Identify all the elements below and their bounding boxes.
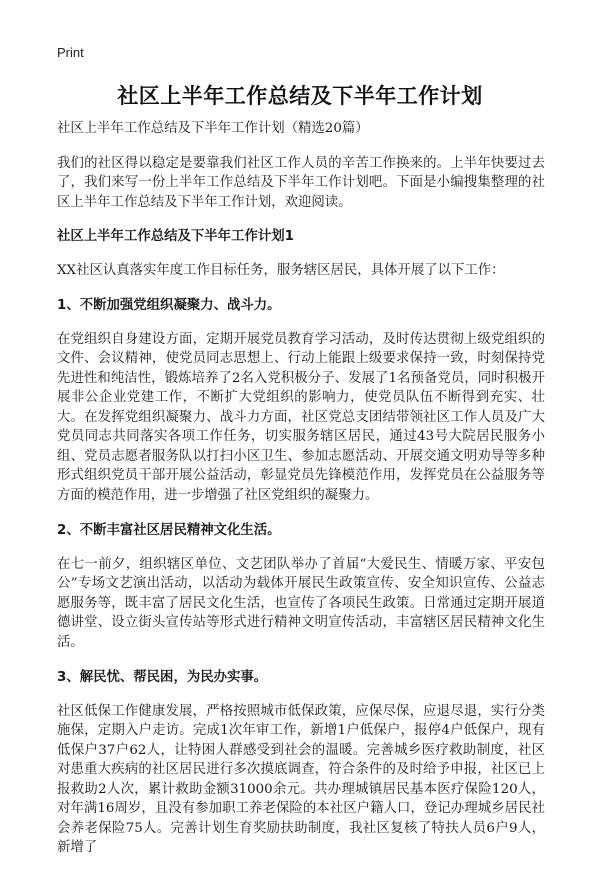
- item-body-1: 在党组织自身建设方面，定期开展党员教育学习活动，及时传达贯彻上级党组织的文件、会议精神，使党员同志思想上、行动上能跟上级要求保持一致，时刻保持党先进性和纯洁性，锻炼培养了2名入党积极分子、发展了1名预备党员，同时积极开展非公企业党建工作，不断扩大党组织的影响力，使党员队伍不断得到充实、壮大。在发挥党组织凝聚力、战斗力方面，社区党总支团结带领社区工作人员及广大党员同志共同落实各项工作任务，切实服务辖区居民，通过43号大院居民服务小组、党员志愿者服务队以打扫小区卫生、参加志愿活动、开展交通文明劝导等多种形式组织党员干部开展公益活动，彰显党员先锋模范作用，发挥党员在公益服务等方面的模范作用，进一步增强了社区党组织的凝聚力。: [57, 331, 545, 503]
- document-content: [57, 119, 545, 874]
- section-heading: 社区上半年工作总结及下半年工作计划1: [57, 229, 294, 244]
- document-title: 社区上半年工作总结及下半年工作计划: [117, 84, 483, 108]
- section-lead-paragraph: XX社区认真落实年度工作目标任务，服务辖区居民，具体开展了以下工作：: [57, 262, 505, 278]
- print-link[interactable]: Print: [57, 45, 84, 60]
- item-body-2: 在七一前夕，组织辖区单位、文艺团队举办了首届“大爱民生、情暖万家、平安包公”专场文艺演出活动，以活动为载体开展民生政策宣传、安全知识宣传、公益志愿服务等，既丰富了居民文化生活，也宣传了各项民生政策。日常通过定期开展道德讲堂、设立街头宣传站等形式进行精神文明宣传活动，丰富辖区居民精神文化生活。: [57, 556, 545, 650]
- intro-paragraph: 我们的社区得以稳定是要靠我们社区工作人员的辛苦工作换来的。上半年快要过去了，我们来写一份上半年工作总结及下半年工作计划吧。下面是小编搜集整理的社区上半年工作总结及下半年工作计划，欢迎阅读。: [57, 155, 545, 210]
- item-heading-1: 1、不断加强党组织凝聚力、战斗力。: [57, 298, 281, 313]
- item-heading-3: 3、解民忧、帮民困，为民办实事。: [57, 670, 268, 685]
- item-heading-2: 2、不断丰富社区居民精神文化生活。: [57, 523, 281, 538]
- document-subtitle: 社区上半年工作总结及下半年工作计划（精选20篇）: [57, 121, 369, 136]
- item-body-3: 社区低保工作健康发展，严格按照城市低保政策，应保尽保，应退尽退，实行分类施保，定期入户走访。完成1次年审工作，新增1户低保户，报停4户低保户，现有低保户37户62人，让特困人群感受到社会的温暖。完善城乡医疗救助制度，社区对患重大疾病的社区居民进行多次摸底调查，符合条件的及时给予申报，社区已上报救助2人次，累计救助金额31000余元。共办理城镇居民基本医疗保险120人，对年满16周岁，且没有参加职工养老保险的本社区户籍人口，登记办理城乡居民社会养老保险75人。完善计划生育奖励扶助制度，我社区复核了特扶人员6户9人，新增了: [57, 703, 545, 855]
